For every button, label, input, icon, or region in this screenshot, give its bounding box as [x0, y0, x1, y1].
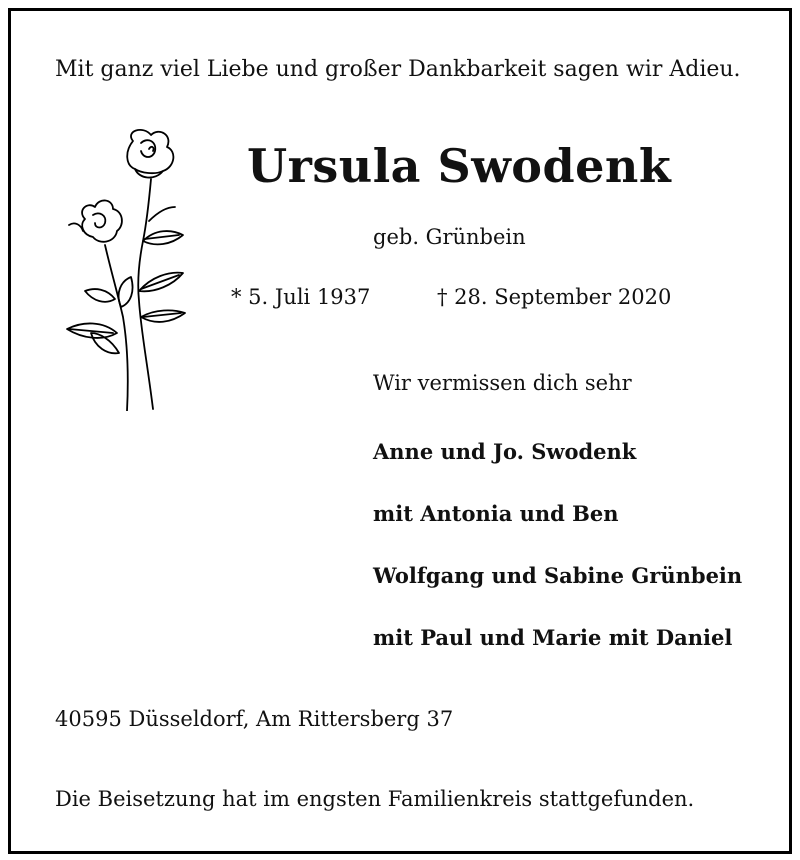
family-line: Anne und Jo. Swodenk — [373, 439, 637, 464]
address-line: 40595 Düsseldorf, Am Rittersberg 37 — [55, 707, 454, 731]
birth-date: * 5. Juli 1937 — [231, 285, 371, 309]
maiden-name: geb. Grünbein — [373, 225, 526, 249]
family-line: mit Paul und Marie mit Daniel — [373, 625, 733, 650]
rose-icon — [55, 121, 205, 411]
obituary-card — [8, 8, 792, 854]
intro-line: Mit ganz viel Liebe und großer Dankbarkeit sagen wir Adieu. — [55, 57, 741, 82]
death-date: † 28. September 2020 — [437, 285, 672, 309]
deceased-name: Ursula Swodenk — [247, 139, 672, 193]
family-line: mit Antonia und Ben — [373, 501, 619, 526]
message-line: Wir vermissen dich sehr — [373, 371, 632, 395]
burial-note: Die Beisetzung hat im engsten Familienkreis stattgefunden. — [55, 787, 695, 811]
family-line: Wolfgang und Sabine Grünbein — [373, 563, 743, 588]
